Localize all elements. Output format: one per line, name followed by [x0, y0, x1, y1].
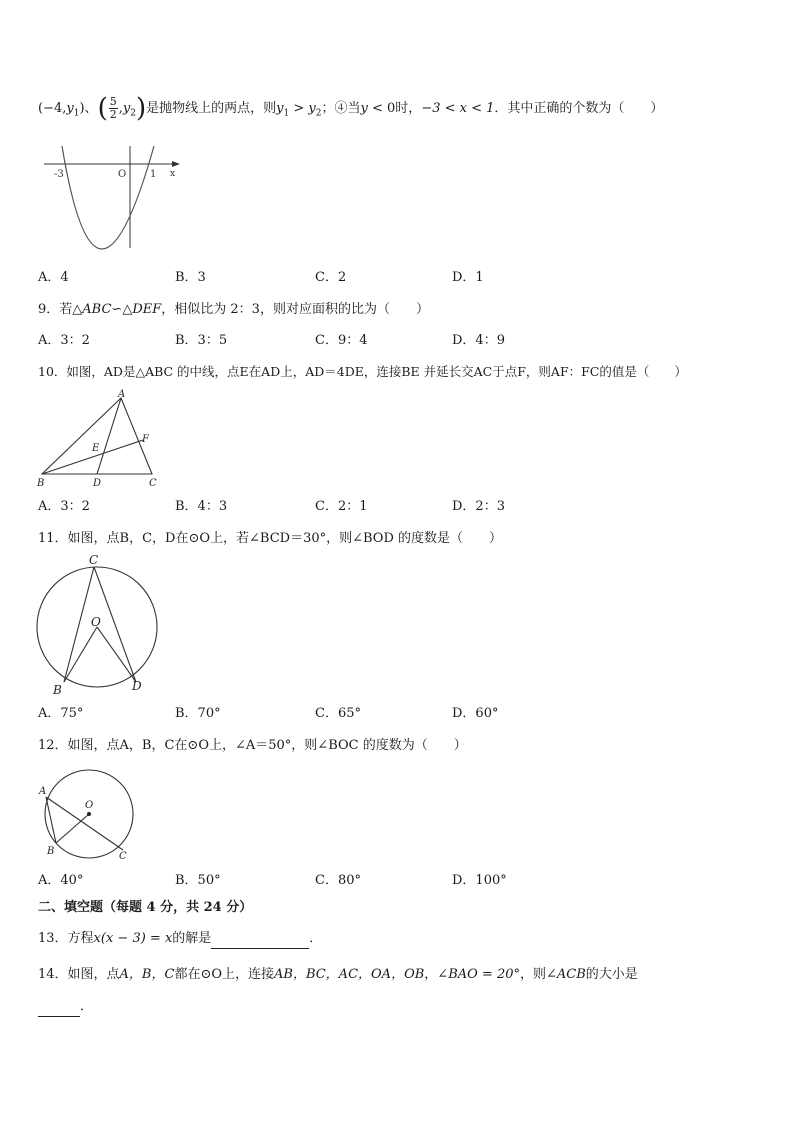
- q11-options: [38, 704, 598, 724]
- label-b: B: [47, 846, 55, 857]
- label-o: O: [91, 615, 101, 629]
- option-d: D．1: [452, 270, 484, 285]
- q12-question: 12．如图，点A，B，C在⊙O上，∠A＝50°，则∠BOC 的度数为（ ）: [38, 738, 467, 753]
- option-d: D．2：3: [452, 499, 505, 514]
- label-a: A: [118, 389, 126, 400]
- radius-ob: [56, 814, 89, 843]
- option-c: C．9：4: [315, 333, 368, 348]
- parabola-curve: [62, 146, 157, 249]
- label-d: D: [93, 478, 102, 489]
- q14-question: 14．如图，点A，B，C都在⊙O上，连接AB，BC，AC，OA，OB，∠BAO = 20°，则∠ACB的大小是: [38, 967, 638, 982]
- label-e: E: [92, 443, 100, 454]
- radius-od: [97, 627, 136, 682]
- option-d: D．60°: [452, 706, 499, 721]
- option-d: D．100°: [452, 873, 507, 888]
- section-title: 二、填空题（每题 4 分，共 24 分）: [38, 900, 253, 915]
- label-b: B: [37, 478, 45, 489]
- option-a: A．3：2: [38, 333, 90, 348]
- option-c: C．80°: [315, 873, 361, 888]
- label-c: C: [89, 553, 99, 567]
- option-b: B．3：5: [175, 333, 228, 348]
- answer-blank[interactable]: [38, 1002, 80, 1017]
- triangle-abc: [42, 398, 152, 474]
- option-b: B．4：3: [175, 499, 228, 514]
- label-o: O: [85, 800, 94, 811]
- option-b: B．3: [175, 270, 206, 285]
- label-one: 1: [150, 169, 157, 180]
- label-f: F: [142, 434, 149, 445]
- option-c: C．2：1: [315, 499, 368, 514]
- option-a: A．3：2: [38, 499, 90, 514]
- center-point: [87, 812, 91, 816]
- label-origin: O: [118, 169, 127, 180]
- label-x: x: [170, 169, 176, 179]
- q10-question: 10．如图，AD是△ABC 的中线，点E在AD上，AD＝4DE，连接BE 并延长交AC于点F，则AF：FC的值是（ ）: [38, 364, 687, 379]
- q14-answer-line: ．: [38, 997, 93, 1017]
- label-b: B: [53, 683, 62, 697]
- label-c: C: [149, 478, 157, 489]
- q11-circle-figure: [34, 552, 164, 697]
- option-a: A．4: [38, 270, 69, 285]
- q13-question: 13．方程x(x − 3) = x的解是 ．: [38, 929, 322, 949]
- label-c: C: [119, 851, 127, 862]
- label-d: D: [132, 679, 142, 693]
- q11-question: 11．如图，点B，C，D在⊙O上，若∠BCD＝30°，则∠BOD 的度数是（ ）: [38, 531, 503, 546]
- option-a: A．75°: [38, 706, 84, 721]
- fraction: $\frac{5}{2}$: [109, 95, 117, 121]
- radius-ob: [64, 627, 97, 682]
- q12-options: [38, 871, 598, 891]
- answer-blank[interactable]: [211, 934, 309, 949]
- q10-options: [38, 497, 598, 517]
- q12-circle-figure: [36, 764, 140, 864]
- option-d: D．4：9: [452, 333, 505, 348]
- q8-parabola-graph: [40, 142, 190, 252]
- q8-tail-text: $(-4,y_1)$、( $\frac{5}{2}$ $,y_2$)是抛物线上的两点，则$y_1 > y_2$；④当y < 0时，−3 < x < 1．其中正确的个数为（ ）: [38, 93, 664, 124]
- option-c: C．2: [315, 270, 347, 285]
- q10-triangle-figure: [34, 388, 164, 490]
- x-axis-arrow: [172, 161, 180, 167]
- label-neg3: -3: [54, 169, 64, 180]
- q9-question: 9．若△ABC∽△DEF，相似比为 2：3，则对应面积的比为（ ）: [38, 302, 429, 317]
- q8-options: [38, 268, 598, 288]
- option-b: B．50°: [175, 873, 221, 888]
- q9-options: [38, 331, 598, 351]
- chord-cb: [64, 567, 94, 682]
- option-c: C．65°: [315, 706, 361, 721]
- label-a: A: [39, 786, 47, 797]
- option-a: A．40°: [38, 873, 84, 888]
- option-b: B．70°: [175, 706, 221, 721]
